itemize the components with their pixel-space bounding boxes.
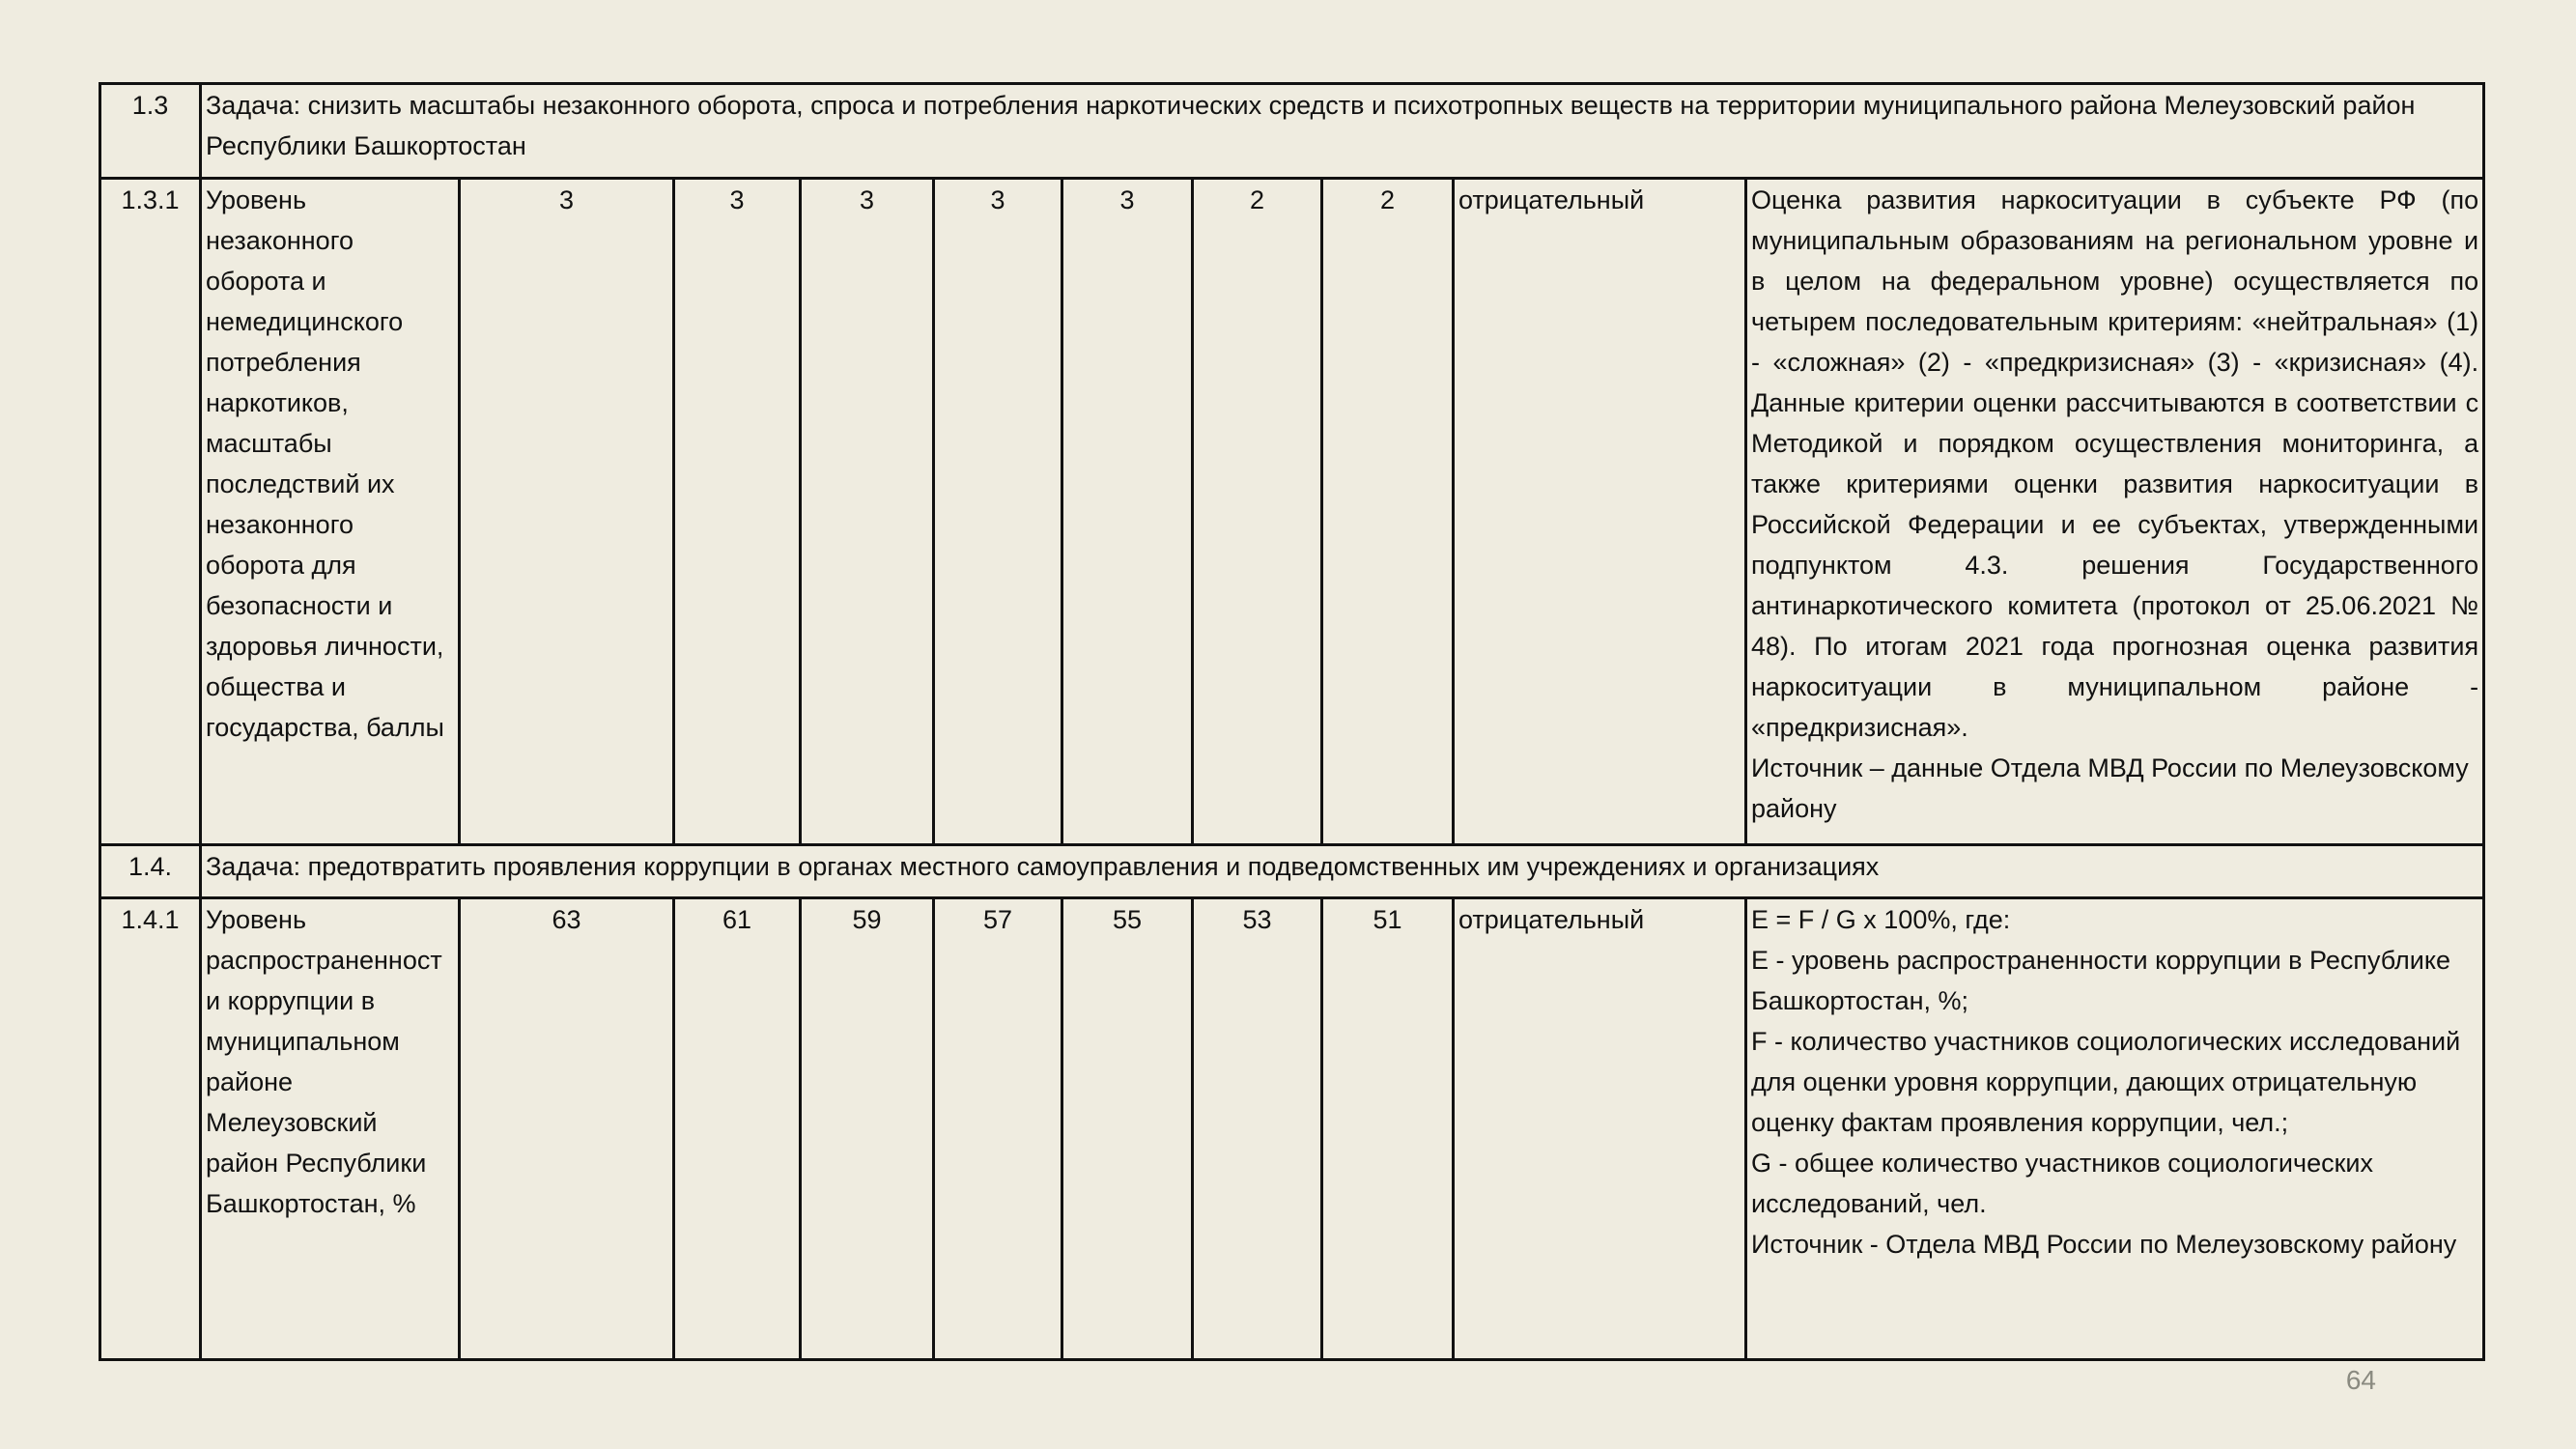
indicators-table [99,82,2485,1361]
indicator-code: 1.4.1 [100,898,201,1360]
task-text: Задача: снизить масштабы незаконного оборота, спроса и потребления наркотических средств и психотропных веществ на территории муниципального района Мелеузовский район Республики Башкортостан [201,84,2484,179]
indicator-value: 63 [460,898,674,1360]
indicator-value: 3 [801,179,934,845]
indicator-method [1746,179,2484,845]
indicator-value: 3 [1062,179,1193,845]
indicator-value: 3 [674,179,801,845]
table-row [100,898,2484,1360]
method-formula: E = F / G x 100%, где: [1751,905,2011,934]
method-definition: E - уровень распространенности коррупции в Республике Башкортостан, %; [1751,946,2451,1015]
indicator-value: 3 [934,179,1062,845]
method-definition: F - количество участников социологических исследований для оценки уровня коррупции, дающих отрицательную оценку фактам проявления коррупции, чел.; [1751,1027,2461,1137]
indicator-method [1746,898,2484,1360]
method-definition: G - общее количество участников социологических исследований, чел. [1751,1149,2373,1218]
indicator-value: 53 [1193,898,1322,1360]
indicator-code: 1.3.1 [100,179,201,845]
method-source: Источник – данные Отдела МВД России по Мелеузовскому району [1751,753,2469,823]
task-text: Задача: предотвратить проявления коррупции в органах местного самоуправления и подведомственных им учреждениях и организациях [201,845,2484,898]
indicator-value: 59 [801,898,934,1360]
table-row [100,179,2484,845]
indicator-trend: отрицательный [1454,898,1746,1360]
task-code: 1.4. [100,845,201,898]
page-number: 64 [2345,1365,2376,1395]
table-row [100,845,2484,898]
indicator-value: 51 [1322,898,1454,1360]
indicator-value: 57 [934,898,1062,1360]
table-row [100,84,2484,179]
indicator-trend: отрицательный [1454,179,1746,845]
indicator-value: 61 [674,898,801,1360]
indicator-value: 3 [460,179,674,845]
method-paragraph: Оценка развития наркоситуации в субъекте РФ (по муниципальным образованиям на региональном уровне и в целом на федеральном уровне) осуществляется по четырем последовательным критериям: «нейтральная» (1) - «сложная» (2) - «предкризисная» (3) - «кризисная» (4). Данные критерии оценки рассчитываются в соответствии с Методикой и порядком осуществления мониторинга, а также критериями оценки развития наркоситуации в Российской Федерации и ее субъектах, утвержденными подпунктом 4.3. решения Государственного антинаркотического комитета (протокол от 25.06.2021 № 48). По итогам 2021 года прогнозная оценка развития наркоситуации в муниципальном районе - «предкризисная». [1751,185,2479,742]
task-code: 1.3 [100,84,201,179]
indicator-name: Уровень распространенност и коррупции в муниципальном районе Мелеузовский район Республики Башкортостан, % [201,898,460,1360]
method-source: Источник - Отдела МВД России по Мелеузовскому району [1751,1230,2457,1259]
indicator-name: Уровень незаконного оборота и немедицинского потребления наркотиков, масштабы последствий их незаконного оборота для безопасности и здоровья личности, общества и государства, баллы [201,179,460,845]
indicator-value: 2 [1322,179,1454,845]
indicator-value: 2 [1193,179,1322,845]
indicator-value: 55 [1062,898,1193,1360]
